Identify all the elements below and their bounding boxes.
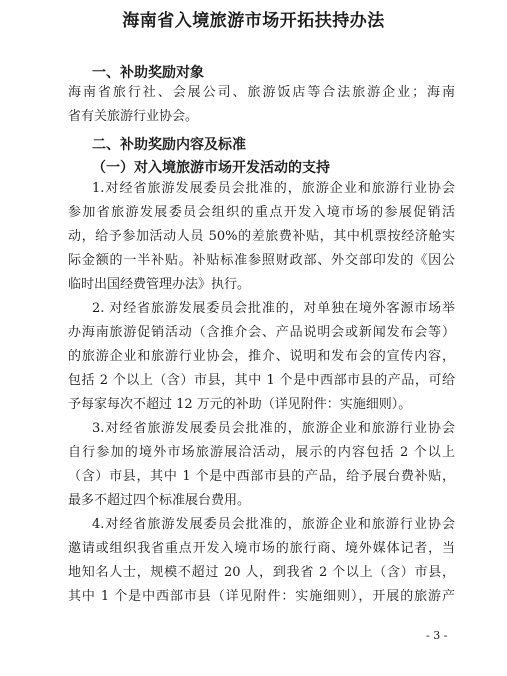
paragraph-line: 际金额的一半补贴。补贴标准参照财政部、外交部印发的《因公 — [68, 253, 455, 268]
paragraph-line: 予每家每次不超过 12 万元的补助（详见附件：实施细则）。 — [68, 397, 412, 412]
paragraph-line: 的旅游企业和旅游行业协会，推介、说明和发布会的宣传内容， — [68, 349, 455, 364]
document-title: 海南省入境旅游市场开拓扶持办法 — [122, 11, 385, 31]
paragraph-line: 动，给予参加活动人员 50%的差旅费补贴，其中机票按经济舱实 — [68, 229, 455, 244]
paragraph-line: 临时出国经费管理办法》执行。 — [68, 277, 251, 292]
paragraph-line: 邀请或组织我省重点开发入境市场的旅行商、境外媒体记者，当 — [68, 541, 455, 556]
paragraph-line: 2. 对经省旅游发展委员会批准的，对单独在境外客源市场举 — [92, 301, 455, 316]
page-number: - 3 - — [426, 629, 448, 642]
paragraph-line: 办海南旅游促销活动（含推介会、产品说明会或新闻发布会等） — [68, 325, 455, 340]
paragraph-line: 省有关旅游行业协会。 — [68, 109, 199, 124]
paragraph-line: 4.对经省旅游发展委员会批准的，旅游企业和旅游行业协会 — [92, 517, 455, 532]
paragraph-line: 地知名人士，规模不超过 20 人，到我省 2 个以上（含）市县， — [68, 565, 455, 580]
paragraph-line: 自行参加的境外市场旅游展洽活动，展示的内容包括 2 个以上 — [68, 445, 455, 460]
paragraph-line: 3.对经省旅游发展委员会批准的，旅游企业和旅游行业协会 — [92, 421, 455, 436]
paragraph-line: 最多不超过四个标准展台费用。 — [68, 493, 251, 508]
paragraph-line: 1.对经省旅游发展委员会批准的，旅游企业和旅游行业协会 — [92, 181, 455, 196]
paragraph-line: 其中 1 个是中西部市县（详见附件：实施细则），开展的旅游产 — [68, 589, 455, 604]
paragraph-line: 参加省旅游发展委员会组织的重点开发入境市场的参展促销活 — [68, 205, 455, 220]
paragraph-line: 包括 2 个以上（含）市县，其中 1 个是中西部市县的产品，可给 — [68, 373, 455, 388]
paragraph-line: 海南省旅行社、会展公司、旅游饭店等合法旅游企业；海南 — [68, 85, 455, 100]
section-heading-2: 二、补助奖励内容及标准 — [92, 137, 246, 153]
subsection-heading: （一）对入境旅游市场开发活动的支持 — [92, 160, 330, 176]
section-heading-1: 一、补助奖励对象 — [92, 65, 204, 81]
paragraph-line: （含）市县，其中 1 个是中西部市县的产品，给予展台费补贴， — [68, 469, 455, 484]
